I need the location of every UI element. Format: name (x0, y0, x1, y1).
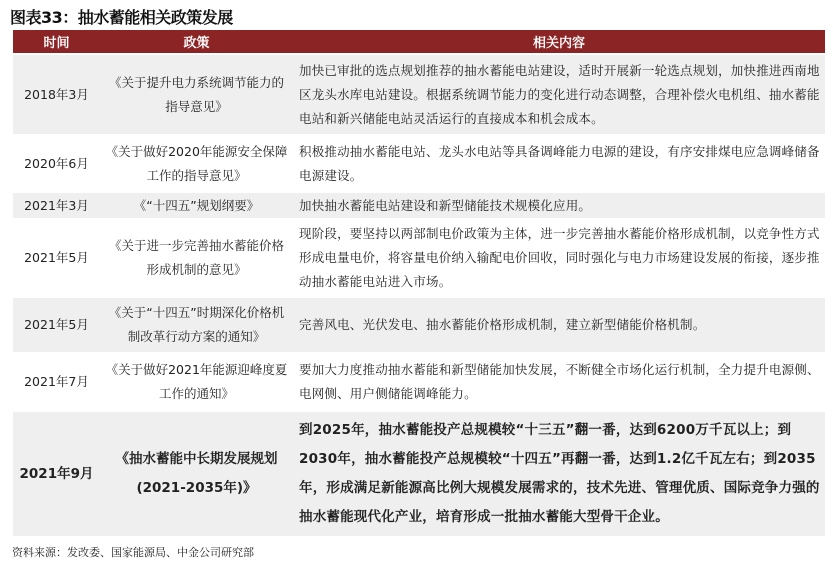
content-cell: 加快已审批的选点规划推荐的抽水蓄能电站建设，适时开展新一轮选点规划，加快推进西南地区龙头水库电站建设。根据系统调节能力的变化进行动态调整，合理补偿火电机组、抽水蓄能电站和新兴储能电站灵活运行的直接成本和机会成本。 (293, 54, 825, 135)
content-cell: 加快抽水蓄能电站建设和新型储能技术规模化应用。 (293, 192, 825, 219)
table-row (13, 219, 825, 297)
policy-cell: 《关于做好2020年能源安全保障工作的指导意见》 (100, 135, 293, 192)
table-row (13, 297, 825, 353)
content-cell: 要加大力度推动抽水蓄能和新型储能加快发展，不断健全市场化运行机制，全力提升电源侧、电网侧、用户侧储能调峰能力。 (293, 353, 825, 411)
content-cell: 现阶段，要坚持以两部制电价政策为主体，进一步完善抽水蓄能价格形成机制，以竞争性方式形成电量电价，将容量电价纳入输配电价回收，同时强化与电力市场建设发展的衔接，逐步推动抽水蓄能电站进入市场。 (293, 219, 825, 297)
policy-cell: 《关于做好2021年能源迎峰度夏工作的通知》 (100, 353, 293, 411)
table-row (13, 192, 825, 219)
time-cell: 2018年3月 (13, 54, 100, 135)
content-cell: 完善风电、光伏发电、抽水蓄能价格形成机制，建立新型储能价格机制。 (293, 297, 825, 353)
time-cell: 2021年3月 (13, 192, 100, 219)
policy-cell: 《抽水蓄能中长期发展规划(2021-2035年)》 (100, 411, 293, 536)
source-note: 资料来源：发改委、国家能源局、中金公司研究部 (12, 546, 254, 559)
policy-cell: 《“十四五”规划纲要》 (100, 192, 293, 219)
header-time: 时间 (13, 30, 100, 54)
table-row (13, 54, 825, 135)
time-cell: 2021年5月 (13, 297, 100, 353)
time-cell: 2021年9月 (13, 411, 100, 536)
figure-title: 图表33：抽水蓄能相关政策发展 (10, 8, 233, 27)
time-cell: 2021年5月 (13, 219, 100, 297)
content-cell: 到2025年，抽水蓄能投产总规模较“十三五”翻一番，达到6200万千瓦以上；到2030年，抽水蓄能投产总规模较“十四五”再翻一番，达到1.2亿千瓦左右；到2035年，形成满足新能源高比例大规模发展需求的，技术先进、管理优质、国际竞争力强的抽水蓄能现代化产业，培育形成一批抽水蓄能大型骨干企业。 (293, 411, 825, 536)
header-content: 相关内容 (293, 30, 825, 54)
policy-cell: 《关于进一步完善抽水蓄能价格形成机制的意见》 (100, 219, 293, 297)
table-row (13, 353, 825, 411)
header-policy: 政策 (100, 30, 293, 54)
table-row (13, 411, 825, 536)
policy-cell: 《关于提升电力系统调节能力的指导意见》 (100, 54, 293, 135)
table-row (13, 135, 825, 192)
time-cell: 2021年7月 (13, 353, 100, 411)
table-header (13, 30, 825, 54)
policy-cell: 《关于“十四五”时期深化价格机制改革行动方案的通知》 (100, 297, 293, 353)
time-cell: 2020年6月 (13, 135, 100, 192)
content-cell: 积极推动抽水蓄能电站、龙头水电站等具备调峰能力电源的建设，有序安排煤电应急调峰储备电源建设。 (293, 135, 825, 192)
policy-table (13, 30, 825, 536)
